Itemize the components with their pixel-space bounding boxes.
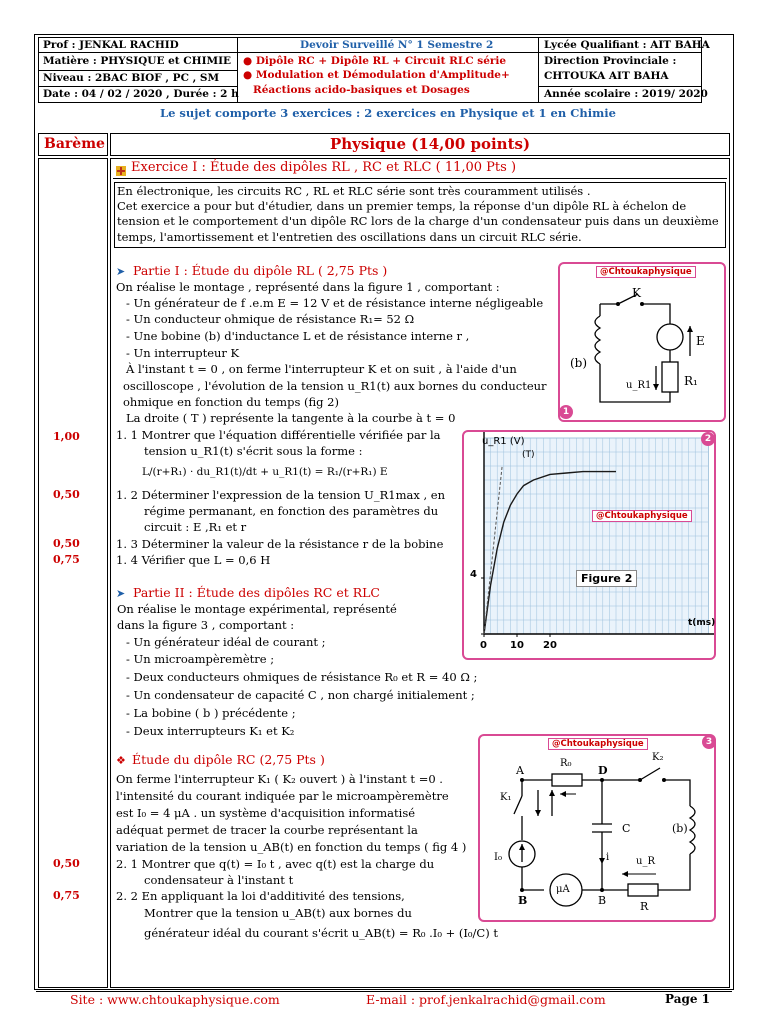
header-line-d bbox=[237, 52, 538, 53]
fig2-tick-x20: 20 bbox=[543, 640, 557, 651]
points-q12: 0,50 bbox=[53, 488, 80, 501]
part1-line-9: La droite ( T ) représente la tangente à la courbe à t = 0 bbox=[126, 411, 456, 425]
fig1-label-k: K bbox=[632, 286, 641, 300]
part2-line-1: On réalise le montage expérimental, représenté bbox=[117, 602, 397, 616]
part1-line-8: ohmique en fonction du temps (fig 2) bbox=[123, 395, 339, 409]
topic-3: Réactions acido-basiques et Dosages bbox=[253, 84, 470, 96]
figure-3 bbox=[478, 734, 716, 922]
part2-line-3: - Un générateur idéal de courant ; bbox=[126, 635, 326, 649]
date-duree: Date : 04 / 02 / 2020 , Durée : 2 h bbox=[43, 88, 239, 100]
direction-label: Direction Provinciale : bbox=[544, 55, 677, 67]
fig2-tick-y4: 4 bbox=[470, 569, 477, 580]
bareme-label: Barème bbox=[44, 136, 105, 152]
figure-1-tag: @Chtoukaphysique bbox=[596, 266, 696, 278]
points-q22: 0,75 bbox=[53, 889, 80, 902]
q11-equation: L/(r+R₁) · du_R1(t)/dt + u_R1(t) = R₁/(r+R₁) E bbox=[142, 466, 388, 478]
fig1-label-r1: R₁ bbox=[684, 374, 698, 388]
fig2-ylabel: u_R1 (V) bbox=[482, 436, 525, 447]
fig3-label-b1: B bbox=[518, 894, 528, 907]
rc-line-1: On ferme l'interrupteur K₁ ( K₂ ouvert ) à l'instant t =0 . bbox=[116, 772, 443, 786]
q21-line-2: condensateur à l'instant t bbox=[144, 873, 294, 887]
fig2-tangent-label: (T) bbox=[522, 450, 535, 460]
section-title: Physique (14,00 points) bbox=[330, 135, 531, 153]
fig3-label-b2: B bbox=[598, 894, 607, 907]
part2-line-6: - Un condensateur de capacité C , non chargé initialement ; bbox=[126, 688, 475, 702]
fig3-label-b: (b) bbox=[672, 822, 688, 835]
q12-line-1: 1. 2 Déterminer l'expression de la tension U_R1max , en bbox=[116, 488, 446, 502]
q12-line-2: régime permanant, en fonction des paramètres du bbox=[144, 504, 439, 518]
footer-page: Page 1 bbox=[665, 992, 711, 1006]
matiere: Matière : PHYSIQUE et CHIMIE bbox=[43, 55, 232, 67]
q12-line-3: circuit : E ,R₁ et r bbox=[144, 520, 247, 534]
intro-line-1: En électronique, les circuits RC , RL et RLC série sont très couramment utilisés . bbox=[117, 184, 591, 198]
figure-2 bbox=[462, 430, 716, 660]
intro-line-2: Cet exercice a pour but d'étudier, dans un premier temps, la réponse d'un dipôle RL à échelon de bbox=[117, 199, 687, 213]
fig3-label-d: D bbox=[598, 764, 608, 777]
topic-1: ● Dipôle RC + Dipôle RL + Circuit RLC série bbox=[243, 55, 507, 67]
figure-3-badge: 3 bbox=[702, 735, 716, 749]
rc-line-3: est I₀ = 4 μA . un système d'acquisition informatisé bbox=[116, 806, 416, 820]
points-q14: 0,75 bbox=[53, 553, 80, 566]
fig2-tick-x10: 10 bbox=[510, 640, 524, 651]
part2-arrow-icon: ➤ bbox=[116, 587, 126, 600]
exercise-title: Exercice I : Étude des dipôles RL , RC et RLC ( 11,00 Pts ) bbox=[131, 160, 517, 175]
q22-line-2: Montrer que la tension u_AB(t) aux bornes du bbox=[144, 906, 412, 920]
direction-value: CHTOUKA AIT BAHA bbox=[544, 70, 669, 82]
points-q11: 1,00 bbox=[53, 430, 80, 443]
fig3-label-a: A bbox=[516, 764, 524, 777]
devoir-title: Devoir Surveillé N° 1 Semestre 2 bbox=[300, 39, 494, 51]
part2-title: Partie II : Étude des dipôles RC et RLC bbox=[133, 585, 380, 600]
figure-2-chart bbox=[464, 432, 714, 658]
figure-3-tag: @Chtoukaphysique bbox=[548, 738, 648, 750]
part1-line-7: oscilloscope , l'évolution de la tension u_R1(t) aux bornes du conducteur bbox=[123, 379, 547, 393]
q13: 1. 3 Déterminer la valeur de la résistance r de la bobine bbox=[116, 537, 444, 551]
exercise-icon bbox=[115, 162, 127, 174]
fig3-label-k2: K₂ bbox=[652, 752, 664, 763]
footer-site[interactable]: Site : www.chtoukaphysique.com bbox=[70, 992, 280, 1007]
part1-title: Partie I : Étude du dipôle RL ( 2,75 Pts ) bbox=[133, 263, 388, 278]
figure-2-tag: @Chtoukaphysique bbox=[592, 510, 692, 522]
fig3-label-ur: u_R bbox=[636, 856, 655, 867]
q22-line-3: générateur idéal du courant s'écrit u_AB(t) = R₀ .I₀ + (I₀/C) t bbox=[144, 926, 498, 940]
rc-line-5: variation de la tension u_AB(t) en fonction du temps ( fig 4 ) bbox=[116, 840, 467, 854]
fig3-label-r: R bbox=[640, 900, 649, 913]
fig3-label-c: C bbox=[622, 822, 631, 835]
prof-name: Prof : JENKAL RACHID bbox=[43, 39, 179, 51]
lycee: Lycée Qualifiant : AIT BAHA bbox=[544, 39, 710, 51]
part1-line-3: - Un conducteur ohmique de résistance R₁= 52 Ω bbox=[126, 312, 415, 326]
part1-line-4: - Une bobine (b) d'inductance L et de résistance interne r , bbox=[126, 329, 470, 343]
fig1-label-ur1: u_R1 bbox=[626, 380, 652, 391]
part2-line-7: - La bobine ( b ) précédente ; bbox=[126, 706, 296, 720]
header-line-e bbox=[538, 52, 702, 53]
points-q13: 0,50 bbox=[53, 537, 80, 550]
part2-line-8: - Deux interrupteurs K₁ et K₂ bbox=[126, 724, 295, 738]
fig3-label-i0: I₀ bbox=[494, 852, 502, 863]
part1-line-5: - Un interrupteur K bbox=[126, 346, 240, 360]
q11-line-1: 1. 1 Montrer que l'équation différentielle vérifiée par la bbox=[116, 428, 441, 442]
intro-line-4: temps, l'amortissement et l'entretien des oscillations dans un circuit RLC série. bbox=[117, 230, 582, 244]
annee-scolaire: Année scolaire : 2019/ 2020 bbox=[544, 88, 708, 100]
points-q21: 0,50 bbox=[53, 857, 80, 870]
part1-arrow-icon: ➤ bbox=[116, 265, 126, 278]
footer-email[interactable]: E-mail : prof.jenkalrachid@gmail.com bbox=[366, 992, 606, 1007]
fig2-tick-x0: 0 bbox=[480, 640, 487, 651]
niveau: Niveau : 2BAC BIOF , PC , SM bbox=[43, 72, 220, 84]
part2-line-2: dans la figure 3 , comportant : bbox=[117, 618, 295, 632]
header-line-a bbox=[38, 52, 237, 53]
part2-line-4: - Un microampèremètre ; bbox=[126, 652, 275, 666]
fig1-label-b: (b) bbox=[570, 356, 588, 370]
part1-line-1: On réalise le montage , représenté dans la figure 1 , comportant : bbox=[116, 280, 500, 294]
rc-title: Étude du dipôle RC (2,75 Pts ) bbox=[132, 752, 325, 767]
q21-line-1: 2. 1 Montrer que q(t) = I₀ t , avec q(t) est la charge du bbox=[116, 857, 435, 871]
rc-line-2: l'intensité du courant indiquée par le microampèremètre bbox=[116, 789, 449, 803]
fig3-label-ua: μA bbox=[556, 884, 570, 895]
intro-line-3: tension et le comportement d'un dipôle RC lors de la charge d'un condensateur puis dans un deuxième bbox=[117, 214, 719, 228]
q14: 1. 4 Vérifier que L = 0,6 H bbox=[116, 553, 271, 567]
fig2-caption: Figure 2 bbox=[576, 570, 637, 587]
figure-1-badge: 1 bbox=[559, 405, 573, 419]
fig2-xlabel: t(ms) bbox=[688, 618, 716, 628]
fig1-label-e: E bbox=[696, 334, 705, 348]
fig3-label-i: i bbox=[606, 852, 610, 863]
header-divider-2 bbox=[538, 37, 539, 103]
fig3-label-k1: K₁ bbox=[500, 792, 512, 803]
fig3-label-r0: R₀ bbox=[560, 758, 572, 769]
part1-line-6: À l'instant t = 0 , on ferme l'interrupteur K et on suit , à l'aide d'un bbox=[126, 362, 517, 376]
q22-line-1: 2. 2 En appliquant la loi d'additivité des tensions, bbox=[116, 889, 405, 903]
rc-line-4: adéquat permet de tracer la courbe représentant la bbox=[116, 823, 418, 837]
figure-1 bbox=[558, 262, 726, 422]
subject-note: Le sujet comporte 3 exercices : 2 exercices en Physique et 1 en Chimie bbox=[160, 106, 616, 120]
topic-2: ● Modulation et Démodulation d'Amplitude+ bbox=[243, 69, 510, 81]
part1-line-2: - Un générateur de f .e.m E = 12 V et de résistance interne négligeable bbox=[126, 296, 544, 310]
figure-2-badge: 2 bbox=[701, 432, 715, 446]
rc-diamond-icon: ❖ bbox=[116, 754, 126, 767]
part2-line-5: - Deux conducteurs ohmiques de résistance R₀ et R = 40 Ω ; bbox=[126, 670, 478, 684]
exercise-underline bbox=[113, 178, 727, 179]
q11-line-2: tension u_R1(t) s'écrit sous la forme : bbox=[144, 444, 363, 458]
